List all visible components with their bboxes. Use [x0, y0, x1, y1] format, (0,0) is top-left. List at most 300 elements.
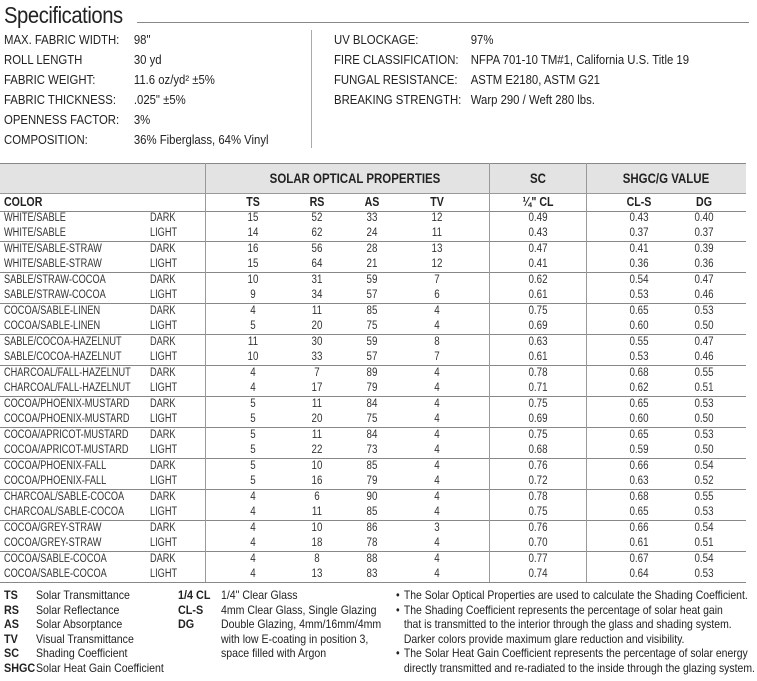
cell-ts: 5 — [250, 460, 256, 472]
cell-sc: 0.70 — [528, 537, 548, 549]
legend-def: space filled with Argon — [221, 646, 327, 660]
shade: DARK — [150, 553, 176, 565]
spec-value: 98" — [133, 32, 151, 47]
cell-tv: 6 — [434, 289, 440, 301]
bullet-icon: • — [396, 602, 400, 617]
cell-tv: 4 — [434, 444, 440, 456]
legend-def: 1/4" Clear Glass — [221, 588, 298, 602]
legend-abbr: RS — [4, 602, 20, 617]
cell-as: 75 — [366, 320, 378, 332]
cell-ts: 14 — [247, 227, 259, 239]
cell-as: 88 — [366, 553, 378, 565]
cell-sc: 0.76 — [528, 522, 548, 534]
cell-dg: 0.53 — [694, 429, 714, 441]
shade: LIGHT — [150, 382, 178, 394]
cell-dg: 0.55 — [694, 367, 714, 379]
note-line: The Shading Coefficient represents the percentage of solar heat gain — [403, 602, 723, 617]
legend-def: Solar Heat Gain Coefficient — [36, 660, 164, 675]
cell-as: 75 — [366, 413, 378, 425]
col-color: COLOR — [4, 195, 43, 209]
cell-tv: 4 — [434, 429, 440, 441]
table-row — [0, 365, 746, 381]
spec-value: .025" ±5% — [133, 92, 186, 107]
cell-cls: 0.65 — [629, 398, 649, 410]
shade: DARK — [150, 429, 176, 441]
cell-as: 84 — [366, 429, 378, 441]
cell-dg: 0.50 — [694, 444, 714, 456]
legend-def: Solar Transmittance — [36, 588, 130, 602]
spec-label: UV BLOCKAGE: — [334, 32, 419, 47]
cell-tv: 4 — [434, 475, 440, 487]
spec-label: ROLL LENGTH — [4, 52, 83, 67]
cell-sc: 0.75 — [528, 398, 548, 410]
legend-abbr: SHGC — [4, 660, 36, 675]
spec-label: FIRE CLASSIFICATION: — [334, 52, 459, 67]
spec-row — [4, 110, 269, 130]
cell-rs: 7 — [314, 367, 320, 379]
shade: LIGHT — [150, 413, 178, 425]
color-name: COCOA/SABLE-COCOA — [4, 568, 107, 580]
shade: LIGHT — [150, 475, 178, 487]
col-rs: RS — [309, 195, 325, 209]
col-tv: TV — [430, 195, 444, 209]
cell-tv: 12 — [431, 258, 443, 270]
cell-cls: 0.53 — [629, 289, 649, 301]
spec-row — [4, 50, 269, 70]
cell-cls: 0.60 — [629, 413, 649, 425]
cell-sc: 0.41 — [528, 258, 548, 270]
shade: DARK — [150, 305, 176, 317]
cell-ts: 4 — [250, 367, 256, 379]
note-item — [396, 588, 747, 603]
color-name: COCOA/SABLE-LINEN — [4, 320, 101, 332]
cell-sc: 0.72 — [528, 475, 548, 487]
spec-row — [4, 70, 269, 90]
header-solar-optical-properties: SOLAR OPTICAL PROPERTIES — [269, 171, 441, 186]
color-name: CHARCOAL/FALL-HAZELNUT — [4, 382, 131, 394]
table-row — [0, 489, 746, 505]
cell-dg: 0.47 — [694, 336, 714, 348]
cell-cls: 0.65 — [629, 429, 649, 441]
cell-as: 57 — [366, 351, 378, 363]
cell-rs: 6 — [314, 491, 320, 503]
cell-sc: 0.71 — [528, 382, 548, 394]
spec-label: BREAKING STRENGTH: — [334, 92, 462, 107]
cell-rs: 16 — [311, 475, 323, 487]
cell-dg: 0.55 — [694, 491, 714, 503]
table-row — [0, 520, 746, 536]
color-name: WHITE/SABLE-STRAW — [4, 258, 102, 270]
table-row — [0, 257, 746, 272]
cell-tv: 4 — [434, 305, 440, 317]
note-line: The Solar Optical Properties are used to calculate the Shading Coefficient. — [403, 588, 748, 602]
table-row — [0, 350, 746, 365]
table-row — [0, 288, 746, 303]
table-bottom-rule — [0, 582, 746, 583]
bullet-icon: • — [396, 646, 400, 660]
color-name: SABLE/COCOA-HAZELNUT — [4, 351, 122, 363]
cell-as: 59 — [366, 336, 378, 348]
shade: DARK — [150, 460, 176, 472]
cell-ts: 15 — [247, 212, 259, 224]
legend-abbr: AS — [4, 617, 20, 631]
color-name: WHITE/SABLE-STRAW — [4, 243, 102, 255]
cell-rs: 56 — [311, 243, 323, 255]
cell-rs: 18 — [311, 537, 323, 549]
cell-rs: 34 — [311, 289, 323, 301]
cell-dg: 0.50 — [694, 320, 714, 332]
page-title: Specifications — [4, 2, 123, 28]
cell-cls: 0.68 — [629, 367, 649, 379]
cell-dg: 0.51 — [694, 382, 714, 394]
cell-ts: 5 — [250, 398, 256, 410]
color-name: COCOA/APRICOT-MUSTARD — [4, 429, 129, 441]
col-as: AS — [364, 195, 380, 209]
cell-cls: 0.60 — [629, 320, 649, 332]
cell-as: 28 — [366, 243, 378, 255]
cell-rs: 62 — [311, 227, 323, 239]
spec-value: 11.6 oz/yd² ±5% — [133, 72, 215, 87]
cell-as: 33 — [366, 212, 378, 224]
cell-ts: 5 — [250, 429, 256, 441]
table-row — [0, 443, 746, 458]
legend-def: Solar Reflectance — [36, 602, 120, 617]
cell-rs: 20 — [311, 320, 323, 332]
cell-sc: 0.75 — [528, 429, 548, 441]
note-line: that is transmitted to the interior through the glass and shading system. — [403, 617, 732, 631]
table-row — [0, 474, 746, 489]
shade: LIGHT — [150, 351, 178, 363]
cell-cls: 0.55 — [629, 336, 649, 348]
spec-row — [4, 130, 269, 150]
cell-rs: 64 — [311, 258, 323, 270]
cell-as: 73 — [366, 444, 378, 456]
spec-label: FABRIC THICKNESS: — [4, 92, 116, 107]
cell-sc: 0.78 — [528, 367, 548, 379]
cell-cls: 0.64 — [629, 568, 649, 580]
shade: DARK — [150, 212, 176, 224]
color-name: COCOA/SABLE-COCOA — [4, 553, 107, 565]
spec-label: FABRIC WEIGHT: — [4, 72, 96, 87]
color-name: COCOA/GREY-STRAW — [4, 537, 102, 549]
cell-sc: 0.61 — [528, 351, 548, 363]
table-row — [0, 241, 746, 257]
cell-ts: 4 — [250, 382, 256, 394]
cell-ts: 4 — [250, 522, 256, 534]
cell-dg: 0.36 — [694, 258, 714, 270]
cell-ts: 4 — [250, 491, 256, 503]
cell-tv: 11 — [431, 227, 443, 239]
cell-ts: 9 — [250, 289, 256, 301]
cell-dg: 0.54 — [694, 553, 714, 565]
cell-as: 85 — [366, 305, 378, 317]
note-item — [396, 646, 755, 675]
cell-ts: 10 — [247, 274, 259, 286]
cell-rs: 20 — [311, 413, 323, 425]
spec-value: ASTM E2180, ASTM G21 — [470, 72, 600, 87]
cell-tv: 4 — [434, 460, 440, 472]
cell-sc: 0.61 — [528, 289, 548, 301]
cell-cls: 0.41 — [629, 243, 649, 255]
cell-rs: 11 — [311, 429, 323, 441]
spec-value: 97% — [470, 32, 494, 47]
cell-sc: 0.75 — [528, 305, 548, 317]
legend-abbr: TV — [4, 631, 18, 646]
cell-dg: 0.46 — [694, 289, 714, 301]
cell-rs: 17 — [311, 382, 323, 394]
cell-tv: 4 — [434, 506, 440, 518]
spec-label: COMPOSITION: — [4, 132, 88, 147]
cell-sc: 0.47 — [528, 243, 548, 255]
color-name: CHARCOAL/FALL-HAZELNUT — [4, 367, 131, 379]
specs-left — [4, 30, 269, 150]
cell-ts: 5 — [250, 413, 256, 425]
cell-ts: 5 — [250, 444, 256, 456]
color-name: SABLE/STRAW-COCOA — [4, 289, 106, 301]
cell-as: 85 — [366, 460, 378, 472]
cell-dg: 0.53 — [694, 568, 714, 580]
cell-cls: 0.36 — [629, 258, 649, 270]
spec-row — [334, 90, 689, 110]
cell-cls: 0.67 — [629, 553, 649, 565]
color-name: COCOA/PHOENIX-MUSTARD — [4, 398, 130, 410]
cell-tv: 7 — [434, 351, 440, 363]
legend-def: with low E-coating in position 3, — [221, 631, 369, 646]
cell-cls: 0.37 — [629, 227, 649, 239]
spec-row — [334, 70, 689, 90]
spec-value: 30 yd — [133, 52, 162, 67]
legend-def: Solar Absorptance — [36, 617, 123, 631]
cell-cls: 0.43 — [629, 212, 649, 224]
spec-row — [334, 30, 689, 50]
color-name: COCOA/PHOENIX-FALL — [4, 475, 107, 487]
spec-label: MAX. FABRIC WIDTH: — [4, 32, 120, 47]
cell-tv: 7 — [434, 274, 440, 286]
cell-rs: 8 — [314, 553, 320, 565]
color-name: COCOA/PHOENIX-MUSTARD — [4, 413, 130, 425]
cell-ts: 4 — [250, 568, 256, 580]
title-rule — [137, 22, 749, 23]
table-column-header — [0, 193, 746, 212]
cell-cls: 0.66 — [629, 522, 649, 534]
cell-dg: 0.53 — [694, 305, 714, 317]
spec-label: OPENNESS FACTOR: — [4, 112, 120, 127]
cell-dg: 0.47 — [694, 274, 714, 286]
cell-sc: 0.75 — [528, 506, 548, 518]
cell-ts: 11 — [247, 336, 259, 348]
cell-as: 79 — [366, 475, 378, 487]
cell-tv: 4 — [434, 553, 440, 565]
cell-cls: 0.65 — [629, 506, 649, 518]
table-row — [0, 427, 746, 443]
legend-abbr: SC — [4, 646, 20, 660]
cell-cls: 0.63 — [629, 475, 649, 487]
shade: DARK — [150, 336, 176, 348]
col-sc-quarter-cl: ¼" CL — [522, 195, 554, 209]
cell-tv: 12 — [431, 212, 443, 224]
cell-tv: 3 — [434, 522, 440, 534]
cell-rs: 31 — [311, 274, 323, 286]
cell-dg: 0.37 — [694, 227, 714, 239]
shade: DARK — [150, 522, 176, 534]
table-body — [0, 211, 746, 582]
table-row — [0, 505, 746, 520]
specs-divider — [311, 30, 312, 148]
shade: DARK — [150, 367, 176, 379]
shade: DARK — [150, 398, 176, 410]
cell-tv: 4 — [434, 568, 440, 580]
shade: LIGHT — [150, 258, 178, 270]
cell-rs: 10 — [311, 522, 323, 534]
color-name: SABLE/STRAW-COCOA — [4, 274, 106, 286]
cell-dg: 0.50 — [694, 413, 714, 425]
cell-ts: 5 — [250, 475, 256, 487]
cell-rs: 33 — [311, 351, 323, 363]
spec-value: 3% — [133, 112, 151, 127]
legend-def: Double Glazing, 4mm/16mm/4mm — [221, 617, 382, 631]
spec-value: Warp 290 / Weft 280 lbs. — [470, 92, 595, 107]
note-line: The Solar Heat Gain Coefficient represents the percentage of solar energy — [403, 646, 748, 660]
cell-cls: 0.61 — [629, 537, 649, 549]
cell-cls: 0.53 — [629, 351, 649, 363]
cell-dg: 0.53 — [694, 506, 714, 518]
cell-sc: 0.63 — [528, 336, 548, 348]
cell-sc: 0.69 — [528, 320, 548, 332]
cell-rs: 11 — [311, 305, 323, 317]
cell-cls: 0.59 — [629, 444, 649, 456]
cell-tv: 4 — [434, 413, 440, 425]
cell-as: 79 — [366, 382, 378, 394]
cell-tv: 4 — [434, 537, 440, 549]
cell-dg: 0.40 — [694, 212, 714, 224]
cell-sc: 0.77 — [528, 553, 548, 565]
cell-cls: 0.54 — [629, 274, 649, 286]
cell-sc: 0.49 — [528, 212, 548, 224]
spec-row — [334, 50, 689, 70]
cell-as: 85 — [366, 506, 378, 518]
color-name: WHITE/SABLE — [4, 212, 66, 224]
shade: LIGHT — [150, 320, 178, 332]
note-item — [396, 603, 747, 647]
cell-rs: 11 — [311, 398, 323, 410]
cell-ts: 4 — [250, 305, 256, 317]
column-divider — [489, 163, 490, 582]
cell-as: 59 — [366, 274, 378, 286]
cell-sc: 0.68 — [528, 444, 548, 456]
specs-right — [334, 30, 689, 110]
table-row — [0, 211, 746, 226]
cell-rs: 13 — [311, 568, 323, 580]
table-row — [0, 226, 746, 241]
cell-sc: 0.74 — [528, 568, 548, 580]
shade: DARK — [150, 243, 176, 255]
column-divider — [205, 163, 206, 582]
cell-ts: 10 — [247, 351, 259, 363]
header-sc: SC — [530, 171, 546, 186]
spec-label: FUNGAL RESISTANCE: — [334, 72, 458, 87]
shade: LIGHT — [150, 289, 178, 301]
table-row — [0, 458, 746, 474]
table-row — [0, 334, 746, 350]
cell-dg: 0.53 — [694, 398, 714, 410]
cell-as: 78 — [366, 537, 378, 549]
shade: LIGHT — [150, 537, 178, 549]
cell-as: 24 — [366, 227, 378, 239]
legend-def: Shading Coefficient — [36, 646, 128, 660]
cell-ts: 4 — [250, 506, 256, 518]
color-name: COCOA/GREY-STRAW — [4, 522, 102, 534]
table-row — [0, 412, 746, 427]
legend-abbr: CL-S — [178, 602, 204, 617]
cell-as: 57 — [366, 289, 378, 301]
cell-dg: 0.46 — [694, 351, 714, 363]
cell-ts: 5 — [250, 320, 256, 332]
note-line: Darker colors provide maximum glare reduction and visibility. — [403, 631, 685, 646]
spec-row — [4, 30, 269, 50]
spec-row — [4, 90, 269, 110]
spec-value: 36% Fiberglass, 64% Vinyl — [133, 132, 269, 147]
cell-as: 86 — [366, 522, 378, 534]
col-ts: TS — [246, 195, 260, 209]
note-line: directly transmitted and re-radiated to the inside through the glazing system. — [403, 660, 755, 675]
legend-abbr: TS — [4, 588, 18, 602]
spec-value: NFPA 701-10 TM#1, California U.S. Title 19 — [470, 52, 690, 67]
cell-tv: 13 — [431, 243, 443, 255]
cell-rs: 11 — [311, 506, 323, 518]
header-shgc: SHGC/G VALUE — [622, 171, 710, 186]
table-row — [0, 396, 746, 412]
cell-sc: 0.69 — [528, 413, 548, 425]
table-row — [0, 303, 746, 319]
shade: LIGHT — [150, 227, 178, 239]
cell-cls: 0.62 — [629, 382, 649, 394]
cell-ts: 4 — [250, 537, 256, 549]
table-row — [0, 319, 746, 334]
cell-cls: 0.68 — [629, 491, 649, 503]
col-dg: DG — [696, 195, 712, 209]
color-name: CHARCOAL/SABLE-COCOA — [4, 491, 125, 503]
cell-as: 83 — [366, 568, 378, 580]
color-name: SABLE/COCOA-HAZELNUT — [4, 336, 122, 348]
column-divider — [586, 163, 587, 582]
color-name: WHITE/SABLE — [4, 227, 66, 239]
legend-abbr: 1/4 CL — [178, 588, 211, 602]
table-row — [0, 536, 746, 551]
cell-rs: 52 — [311, 212, 323, 224]
shade: DARK — [150, 274, 176, 286]
cell-sc: 0.76 — [528, 460, 548, 472]
cell-tv: 4 — [434, 398, 440, 410]
shade: DARK — [150, 491, 176, 503]
table-group-header — [0, 163, 746, 193]
cell-dg: 0.54 — [694, 460, 714, 472]
table-row — [0, 551, 746, 567]
cell-tv: 4 — [434, 367, 440, 379]
color-name: COCOA/APRICOT-MUSTARD — [4, 444, 129, 456]
color-name: COCOA/SABLE-LINEN — [4, 305, 101, 317]
cell-dg: 0.39 — [694, 243, 714, 255]
cell-sc: 0.43 — [528, 227, 548, 239]
cell-ts: 15 — [247, 258, 259, 270]
title-row — [4, 2, 749, 28]
cell-as: 90 — [366, 491, 378, 503]
cell-dg: 0.54 — [694, 522, 714, 534]
legend-abbr: DG — [178, 617, 195, 631]
cell-cls: 0.65 — [629, 305, 649, 317]
cell-rs: 22 — [311, 444, 323, 456]
bullet-icon: • — [396, 588, 400, 602]
cell-dg: 0.51 — [694, 537, 714, 549]
